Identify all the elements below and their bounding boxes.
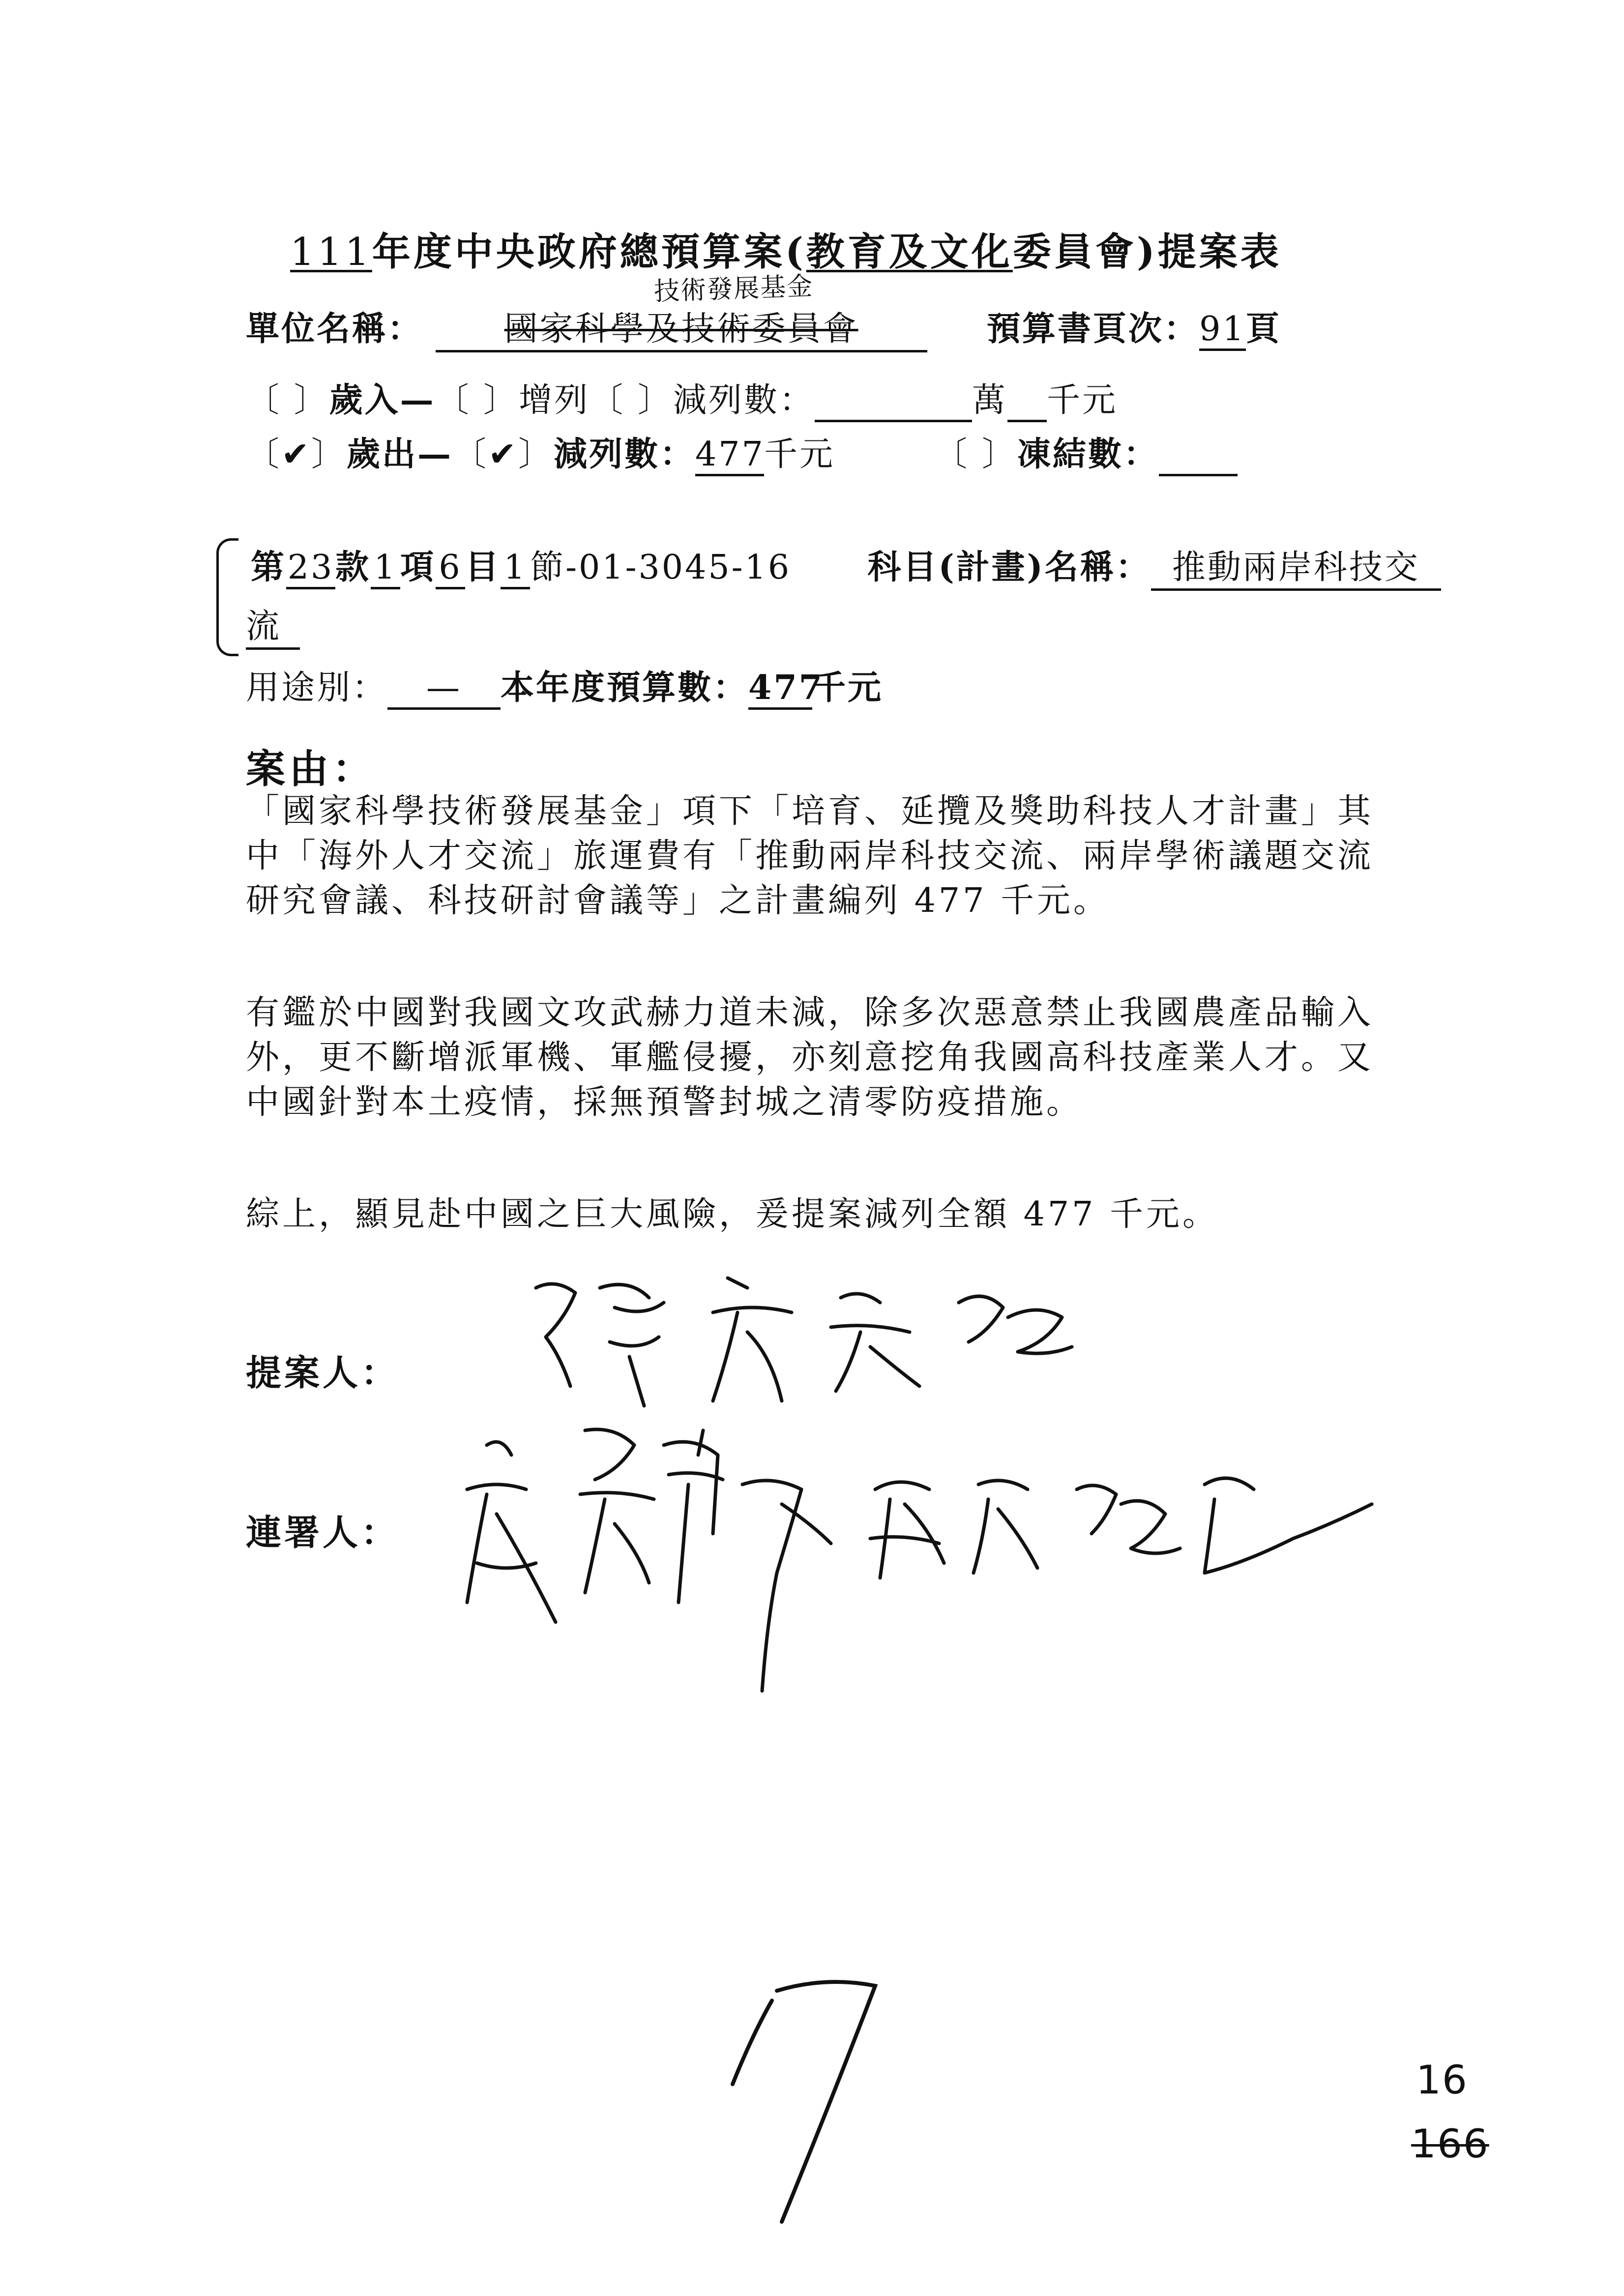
reason-heading: 案由： [246, 746, 376, 792]
budget-page: 91 [1199, 310, 1246, 351]
title-year: 111 [290, 230, 372, 274]
proposer-signature [516, 1258, 1131, 1416]
document-title: 111年度中央政府總預算案(教育及文化委員會)提案表 [290, 230, 1282, 274]
usage-row: 用途別： — 本年度預算數：477千元 [246, 661, 883, 710]
subject-continuation: 流 [246, 600, 300, 650]
expense-row: 〔✔〕歲出—〔✔〕減列數：477千元 〔 〕凍結數： [246, 428, 1238, 476]
unit-row: 單位名稱： 國家科學及技術委員會 預算書頁次：91頁 [246, 302, 1281, 352]
reason-paragraph-1: 「國家科學技術發展基金」項下「培育、延攬及獎助科技人才計畫」其中「海外人才交流」旅運費有「推動兩岸科技交流、兩岸學術議題交流研究會議、科技研討會議等」之計畫編列 477 千元。 [246, 792, 1374, 921]
revenue-row: 〔 〕歲入—〔 〕增列〔 〕減列數： 萬 千元 [246, 374, 1118, 422]
subject-value: 推動兩岸科技交 [1151, 541, 1441, 591]
handwritten-insert: 技術發展基金 [653, 271, 814, 307]
item-row: 第23款1項6目1節-01-3045-16 科目(計畫)名稱： 推動兩岸科技交 [251, 541, 1441, 591]
handwritten-number-17 [713, 1966, 919, 2241]
cosigner-signatures [457, 1416, 1391, 1760]
reason-paragraph-2: 有鑑於中國對我國文攻武赫力道未減，除多次惡意禁止我國農產品輸入外，更不斷增派軍機、軍艦侵擾，亦刻意挖角我國高科技產業人才。又中國針對本土疫情，採無預警封城之清零防疫措施。 [246, 993, 1374, 1122]
reason-paragraph-3: 綜上，顯見赴中國之巨大風險，爰提案減列全額 477 千元。 [246, 1195, 1219, 1234]
title-committee: 教育及文化 [806, 230, 1013, 274]
proposer-label: 提案人： [246, 1352, 400, 1394]
cosigner-label: 連署人： [246, 1511, 400, 1553]
expense-amount: 477 [695, 435, 764, 476]
unit-value: 國家科學及技術委員會 [504, 310, 858, 349]
item-bracket [216, 538, 238, 656]
handwritten-page-b: 166 [1411, 2121, 1489, 2167]
handwritten-page-a: 16 [1416, 2057, 1468, 2103]
current-budget: 477 [748, 668, 812, 710]
